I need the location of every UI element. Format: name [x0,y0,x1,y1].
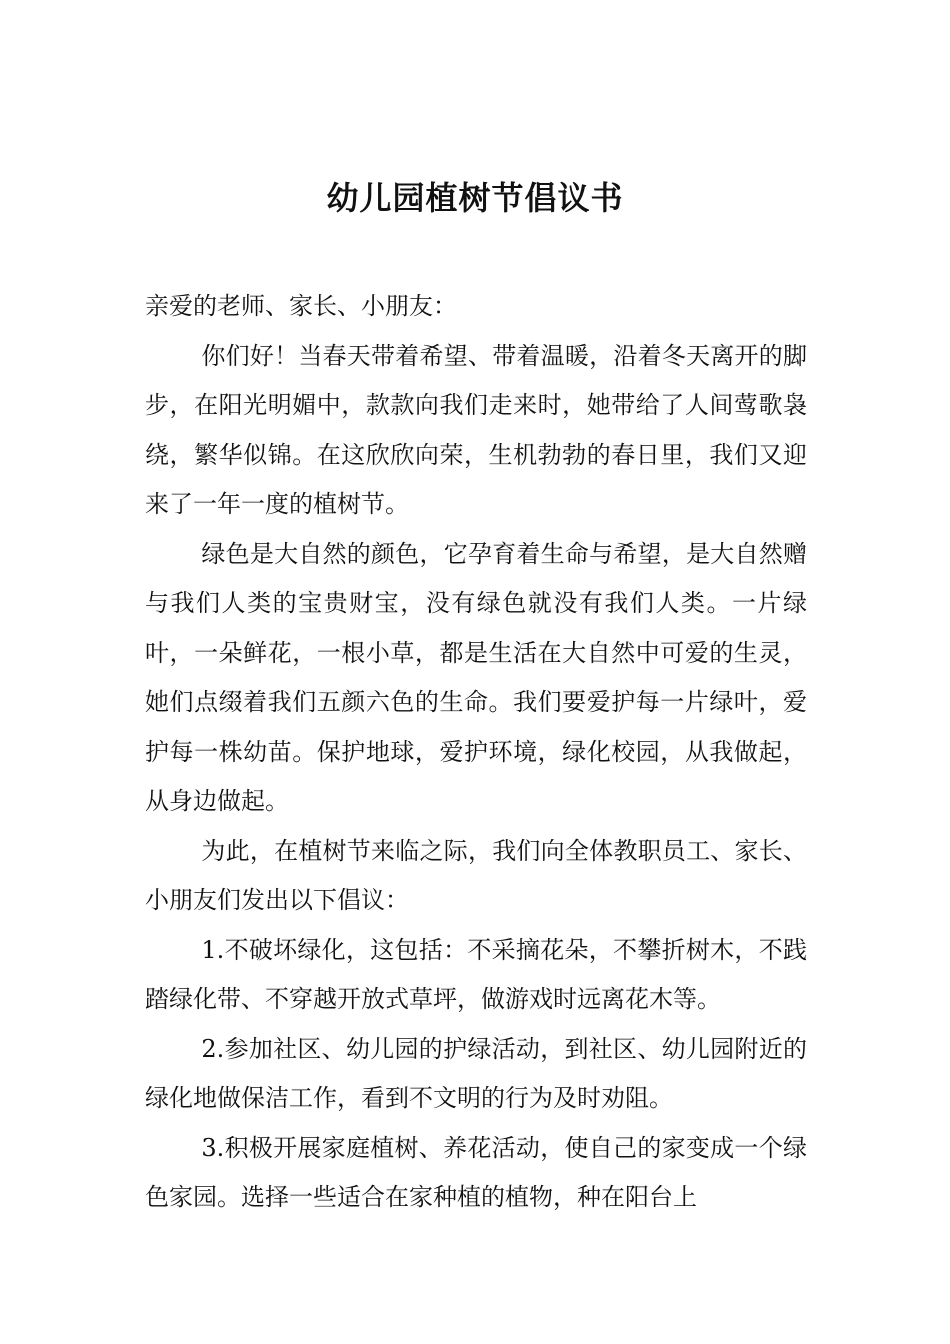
proposal-item-1: 1.不破坏绿化，这包括：不采摘花朵，不攀折树木，不践踏绿化带、不穿越开放式草坪，做游戏时远离花木等。 [145,935,807,1013]
proposal-item-3: 3.积极开展家庭植树、养花活动，使自己的家变成一个绿色家园。选择一些适合在家种植的植物，种在阳台上 [145,1133,807,1211]
document-body [145,282,807,1223]
paragraph-greeting: 你们好！当春天带着希望、带着温暖，沿着冬天离开的脚步，在阳光明媚中，款款向我们走来时，她带给了人间莺歌袅绕，繁华似锦。在这欣欣向荣，生机勃勃的春日里，我们又迎来了一年一度的植树节。 [145,341,807,518]
paragraph-green-nature: 绿色是大自然的颜色，它孕育着生命与希望，是大自然赠与我们人类的宝贵财宝，没有绿色就没有我们人类。一片绿叶，一朵鲜花，一根小草，都是生活在大自然中可爱的生灵，她们点缀着我们五颜六色的生命。我们要爱护每一片绿叶，爱护每一株幼苗。保护地球，爱护环境，绿化校园，从我做起，从身边做起。 [145,539,807,815]
document-title: 幼儿园植树节倡议书 [326,179,624,217]
paragraph-proposal-intro: 为此，在植树节来临之际，我们向全体教职员工、家长、小朋友们发出以下倡议： [145,836,807,914]
proposal-item-2: 2.参加社区、幼儿园的护绿活动，到社区、幼儿园附近的绿化地做保洁工作，看到不文明的行为及时劝阻。 [145,1034,807,1112]
salutation: 亲爱的老师、家长、小朋友： [145,292,457,320]
